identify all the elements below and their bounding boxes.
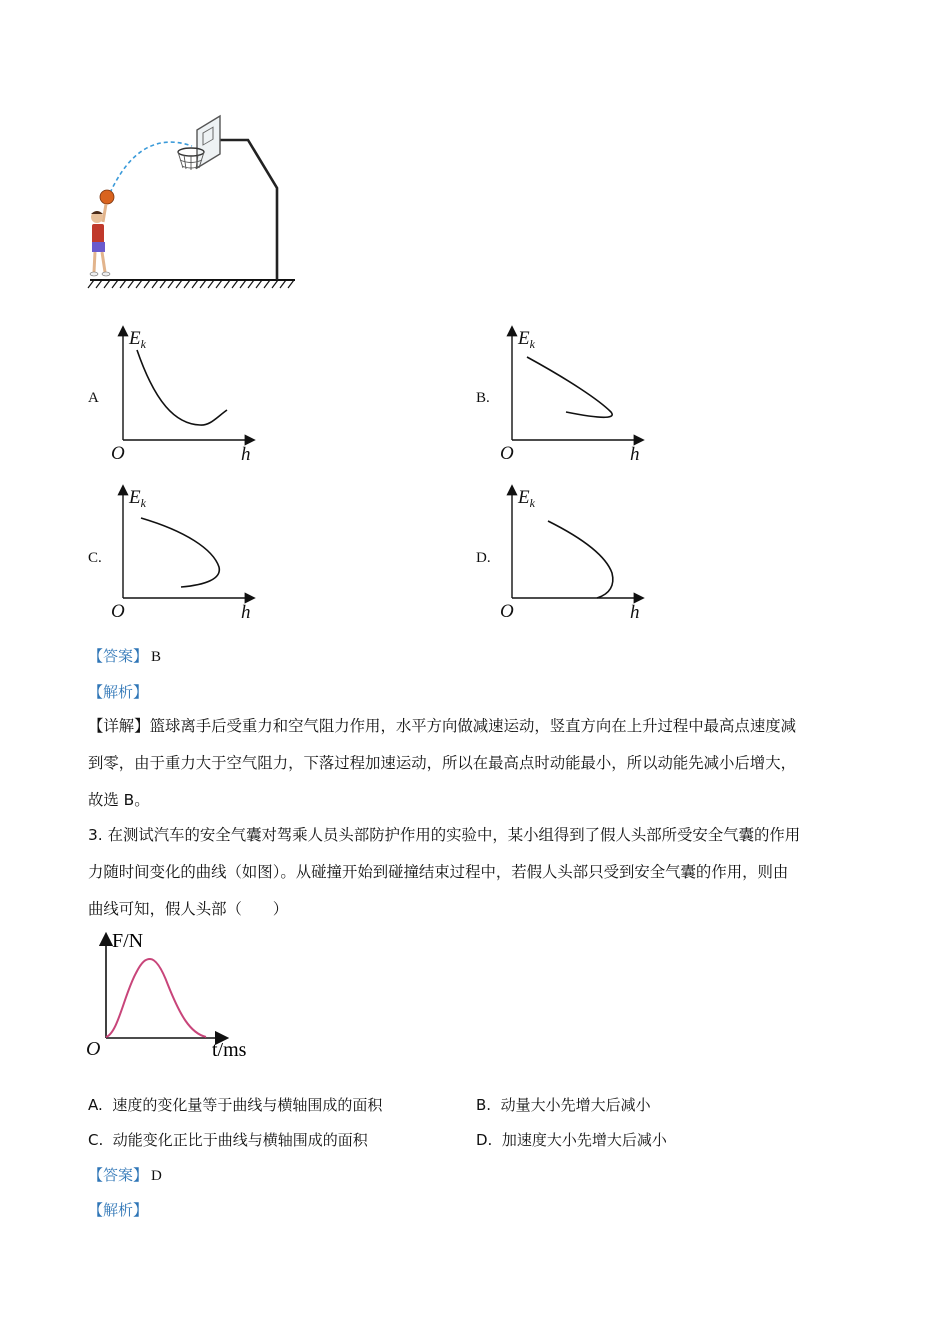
q3-option-c-letter: C. xyxy=(88,1131,104,1149)
ek-curve xyxy=(141,518,219,587)
x-axis-label: h xyxy=(630,444,640,465)
q3-analysis-line xyxy=(88,1199,148,1220)
q2-detail xyxy=(88,708,888,819)
q3-option-b[interactable] xyxy=(476,1094,651,1115)
hoop-stand xyxy=(218,140,277,280)
x-axis-label: h xyxy=(630,602,640,623)
q3-option-a[interactable] xyxy=(88,1094,382,1115)
ek-curve xyxy=(548,521,613,598)
q3-option-b-letter: B. xyxy=(476,1096,492,1114)
q3-option-d-text: 加速度大小先增大后减小 xyxy=(501,1131,667,1149)
answer-value: B xyxy=(151,649,162,665)
x-axis-label: t/ms xyxy=(212,1039,247,1061)
y-axis-label: $E_k$ xyxy=(129,487,146,510)
origin-label: O xyxy=(500,443,514,464)
q2-detail-line-3: 故选 B。 xyxy=(88,791,150,809)
y-axis-label: $E_k$ xyxy=(518,328,535,351)
detail-bracket: 【详解】 xyxy=(88,717,150,735)
q2-analysis-line xyxy=(88,681,148,702)
q3-stem-line-2: 力随时间变化的曲线（如图）。从碰撞开始到碰撞结束过程中，若假人头部只受到安全气囊的作用，则由 xyxy=(88,863,789,881)
ground-hatch xyxy=(88,280,294,288)
q3-option-c-text: 动能变化正比于曲线与横轴围成的面积 xyxy=(112,1131,368,1149)
origin-label: O xyxy=(111,443,125,464)
basketball-figure xyxy=(80,108,310,308)
graph-b xyxy=(494,322,664,472)
q2-detail-line-1 xyxy=(88,708,888,745)
q3-option-a-letter: A. xyxy=(88,1096,103,1114)
option-b-letter: B. xyxy=(476,390,490,406)
origin-label: O xyxy=(111,601,125,622)
player xyxy=(90,204,110,276)
x-axis-label: h xyxy=(241,444,251,465)
y-axis-label: $E_k$ xyxy=(518,487,535,510)
force-time-graph xyxy=(84,925,274,1065)
force-curve xyxy=(106,959,206,1037)
graph-d xyxy=(494,481,664,631)
q3-stem-line-3: 曲线可知，假人头部（ ） xyxy=(88,900,289,918)
origin-label: O xyxy=(500,601,514,622)
q2-detail-line-2: 到零，由于重力大于空气阻力，下落过程加速运动，所以在最高点时动能最小，所以动能先减小后增大， xyxy=(88,754,796,772)
option-d-letter: D. xyxy=(476,550,491,566)
option-c-letter: C. xyxy=(88,550,102,566)
q3-option-c[interactable] xyxy=(88,1129,368,1150)
option-a-letter: A xyxy=(88,390,99,406)
ek-curve xyxy=(527,357,612,417)
ek-curve xyxy=(137,350,227,425)
q3-option-a-text: 速度的变化量等于曲线与横轴围成的面积 xyxy=(112,1096,383,1114)
q2-detail-text-1: 篮球离手后受重力和空气阻力作用，水平方向做减速运动，竖直方向在上升过程中最高点速度减 xyxy=(149,717,796,735)
basketball xyxy=(100,190,114,204)
x-axis-label: h xyxy=(241,602,251,623)
q3-stem-line-1: 3. 在测试汽车的安全气囊对驾乘人员头部防护作用的实验中，某小组得到了假人头部所受安全气囊的作用 xyxy=(88,826,801,844)
graph-a xyxy=(105,322,275,472)
q3-answer-line xyxy=(88,1164,162,1185)
q3-stem xyxy=(88,817,888,928)
q2-answer-line xyxy=(88,645,161,666)
q3-option-d-letter: D. xyxy=(476,1131,493,1149)
analysis-bracket: 【解析】 xyxy=(88,683,149,701)
graph-c xyxy=(105,481,275,631)
q3-option-d[interactable] xyxy=(476,1129,667,1150)
y-axis-label: $E_k$ xyxy=(129,328,146,351)
analysis-bracket: 【解析】 xyxy=(88,1201,149,1219)
answer-value: D xyxy=(151,1168,162,1184)
origin-label: O xyxy=(86,1038,101,1060)
y-axis-label: F/N xyxy=(112,930,144,952)
answer-bracket: 【答案】 xyxy=(88,1166,149,1184)
answer-bracket: 【答案】 xyxy=(88,647,149,665)
q3-option-b-text: 动量大小先增大后减小 xyxy=(500,1096,651,1114)
